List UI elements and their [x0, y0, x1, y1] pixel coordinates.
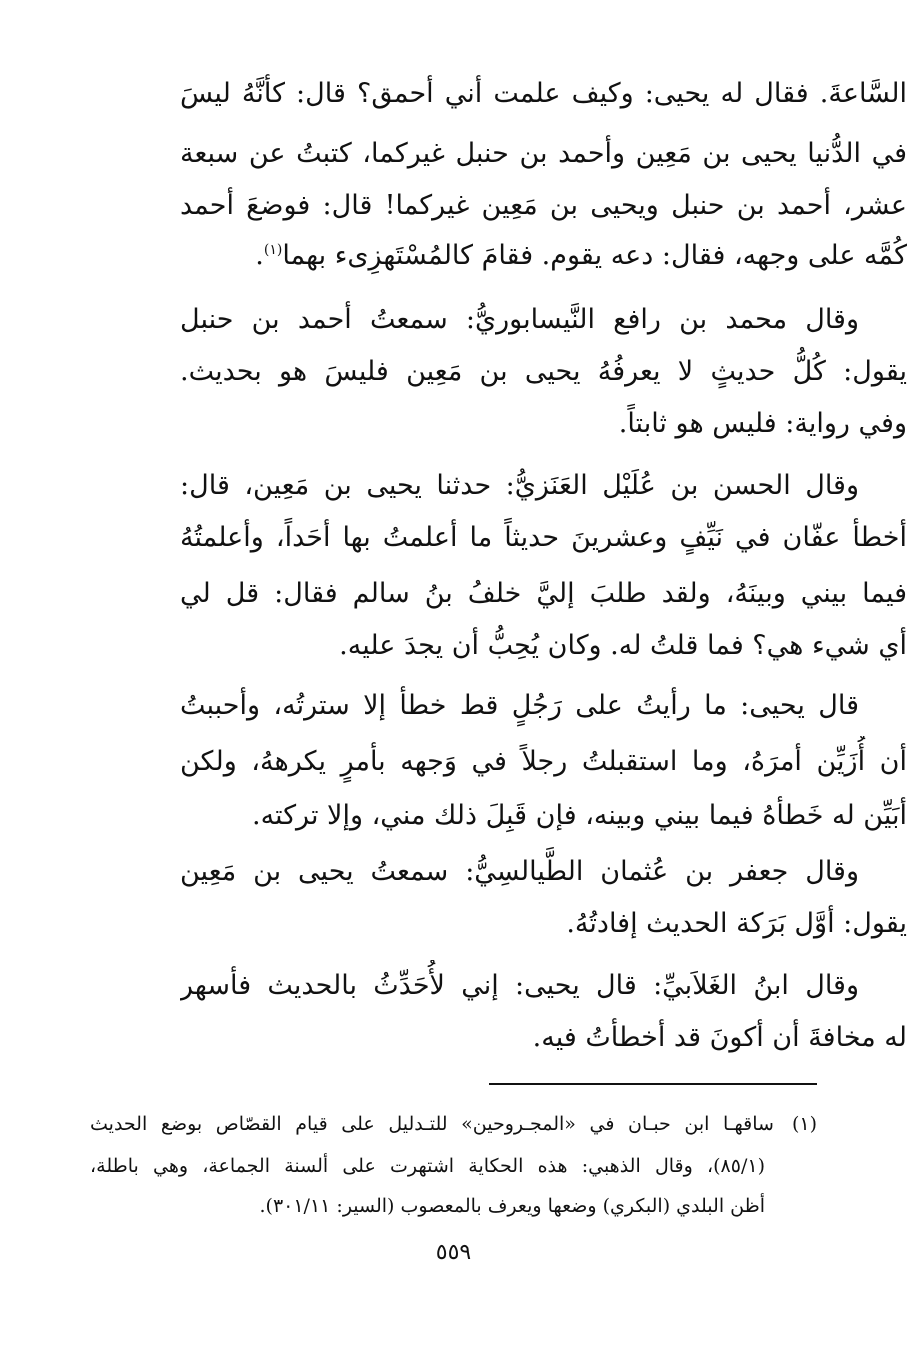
- body-line: عشر، أحمد بن حنبل ويحيى بن مَعِين غيركما! قال: فوضعَ أحمد: [180, 190, 907, 221]
- body-line-with-footnote: [180, 230, 907, 282]
- body-line: أبَيِّن له خَطأهُ فيما بيني وبينه، فإن قَبِلَ ذلك مني، وإلا تركته.: [252, 800, 907, 831]
- body-line: يقول: أوَّل بَرَكة الحديث إفادتُهُ.: [566, 908, 907, 939]
- footnote-separator: [489, 1083, 817, 1085]
- paragraph-first-line: وقال محمد بن رافع النَّيسابوريُّ: سمعتُ أحمد بن حنبل: [180, 304, 859, 335]
- body-line: في الدُّنيا يحيى بن مَعِين وأحمد بن حنبل غيركما، كتبتُ عن سبعة: [180, 138, 907, 169]
- body-line-text: كُمَّه على وجهه، فقال: دعه يقوم. فقامَ كالمُسْتَهزِىء بهما: [282, 240, 907, 271]
- footnote-number: (١): [791, 1113, 817, 1135]
- footnote-reference: (١): [263, 242, 283, 258]
- paragraph-first-line: وقال الحسن بن عُلَيْل العَنَزيُّ: حدثنا يحيى بن مَعِين، قال:: [180, 470, 859, 501]
- body-line: وفي رواية: فليس هو ثابتاً.: [618, 408, 907, 439]
- body-line: السَّاعةَ. فقال له يحيى: وكيف علمت أني أحمق؟ قال: كأنَّهُ ليسَ: [180, 78, 907, 109]
- footnote-line: أظن البلدي (البكري) وضعها ويعرف بالمعصوب (السير: ٣٠١/١١).: [259, 1195, 765, 1217]
- page-number: ٥٥٩: [435, 1240, 472, 1265]
- footnote-line: (٨٥/١)، وقال الذهبي: هذه الحكاية اشتهرت على ألسنة الجماعة، وهي باطلة،: [90, 1155, 765, 1177]
- footnote-text: ساقهـا ابن حبـان في «المجـروحين» للتـدليل على قيام القصّاص بوضع الحديث: [90, 1113, 774, 1135]
- body-line: أي شيء هي؟ فما قلتُ له. وكان يُحِبُّ أن يجدَ عليه.: [339, 630, 907, 661]
- line-end-punctuation: .: [255, 240, 264, 271]
- body-line: له مخافةَ أن أكونَ قد أخطأتُ فيه.: [532, 1022, 907, 1053]
- body-line: يقول: كُلُّ حديثٍ لا يعرفُهُ يحيى بن مَعِين فليسَ هو بحديث.: [180, 356, 907, 387]
- footnote-line: [90, 1104, 817, 1144]
- body-line: أن أُزَيِّن أمرَهُ، وما استقبلتُ رجلاً في وَجهه بأمرٍ يكرههُ، ولكن: [180, 746, 907, 777]
- paragraph-first-line: قال يحيى: ما رأيتُ على رَجُلٍ قط خطأ إلا سترتُه، وأحببتُ: [180, 690, 859, 721]
- body-line: أخطأ عفّان في نَيِّفٍ وعشرينَ حديثاً ما أعلمتُ بها أحَداً، وأعلمتُهُ: [180, 522, 907, 553]
- body-line: فيما بيني وبينَهُ، ولقد طلبَ إليَّ خلفُ بنُ سالم فقال: قل لي: [180, 578, 907, 609]
- paragraph-first-line: وقال جعفر بن عُثمان الطَّيالسِيُّ: سمعتُ يحيى بن مَعِين: [180, 856, 859, 887]
- paragraph-first-line: وقال ابنُ الغَلاَبيِّ: قال يحيى: إني لأُحَدِّثُ بالحديث فأسهر: [180, 970, 859, 1001]
